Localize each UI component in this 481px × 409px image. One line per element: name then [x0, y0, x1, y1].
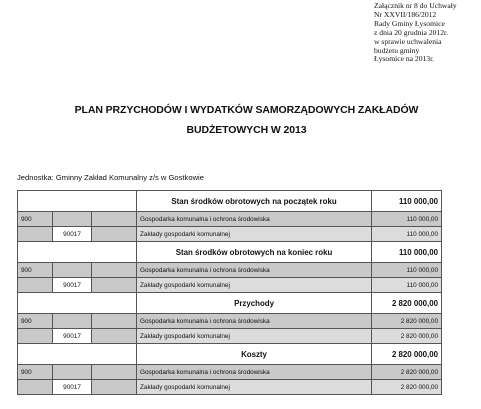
rozdzial-row [18, 329, 442, 344]
rozdzial-row [18, 227, 442, 242]
dzial-code: 900 [18, 263, 53, 278]
attachment-note [374, 2, 479, 64]
dzial-row [18, 365, 442, 380]
rozdzial-code: 90017 [53, 329, 92, 344]
rozdzial-name: Zakłady gospodarki komunalnej [137, 278, 372, 293]
section-header-row [18, 242, 442, 263]
rozdzial-name: Zakłady gospodarki komunalnej [137, 227, 372, 242]
section-title: Stan środków obrotowych na początek roku [137, 191, 372, 212]
dzial-amount: 110 000,00 [372, 212, 442, 227]
section-title: Koszty [137, 344, 372, 365]
note-line: Załącznik nr 8 do Uchwały [374, 1, 457, 10]
rozdzial-name: Zakłady gospodarki komunalnej [137, 380, 372, 395]
budget-plan-table [17, 190, 442, 395]
rozdzial-row [18, 278, 442, 293]
note-line: Łysomice na 2013r. [374, 54, 435, 64]
section-header-row [18, 293, 442, 314]
dzial-code: 900 [18, 212, 53, 227]
rozdzial-amount: 110 000,00 [372, 227, 442, 242]
rozdzial-row [18, 380, 442, 395]
document-title-line-1: PLAN PRZYCHODÓW I WYDATKÓW SAMORZĄDOWYCH ZAKŁADÓW [74, 104, 419, 116]
rozdzial-amount: 2 820 000,00 [372, 380, 442, 395]
dzial-code: 900 [18, 365, 53, 380]
section-title: Stan środków obrotowych na koniec roku [137, 242, 372, 263]
unit-label: Jednostka: Gminny Zakład Komunalny z/s w Gostkowie [17, 173, 204, 182]
dzial-amount: 2 820 000,00 [372, 314, 442, 329]
note-line: Rady Gminy Łysomice [374, 18, 445, 28]
dzial-row [18, 263, 442, 278]
note-line: w sprawie uchwalenia [374, 36, 442, 46]
rozdzial-name: Zakłady gospodarki komunalnej [137, 329, 372, 344]
dzial-name: Gospodarka komunalna i ochrona środowiska [137, 212, 372, 227]
dzial-row [18, 314, 442, 329]
section-amount: 110 000,00 [372, 191, 442, 212]
note-line: Nr XXVII/186/2012 [374, 9, 437, 19]
document-title-line-2: BUDŻETOWYCH W 2013 [186, 124, 307, 136]
section-amount: 2 820 000,00 [372, 293, 442, 314]
dzial-name: Gospodarka komunalna i ochrona środowiska [137, 263, 372, 278]
rozdzial-code: 90017 [53, 227, 92, 242]
dzial-amount: 2 820 000,00 [372, 365, 442, 380]
rozdzial-code: 90017 [53, 278, 92, 293]
dzial-name: Gospodarka komunalna i ochrona środowiska [137, 365, 372, 380]
dzial-row [18, 212, 442, 227]
note-line: z dnia 20 grudnia 2012r. [374, 27, 449, 37]
section-title: Przychody [137, 293, 372, 314]
section-header-row [18, 344, 442, 365]
dzial-amount: 110 000,00 [372, 263, 442, 278]
rozdzial-code: 90017 [53, 380, 92, 395]
section-amount: 110 000,00 [372, 242, 442, 263]
section-amount: 2 820 000,00 [372, 344, 442, 365]
section-header-row [18, 191, 442, 212]
dzial-code: 900 [18, 314, 53, 329]
rozdzial-amount: 2 820 000,00 [372, 329, 442, 344]
dzial-name: Gospodarka komunalna i ochrona środowiska [137, 314, 372, 329]
rozdzial-amount: 110 000,00 [372, 278, 442, 293]
note-line: budżetu gminy [374, 45, 420, 55]
